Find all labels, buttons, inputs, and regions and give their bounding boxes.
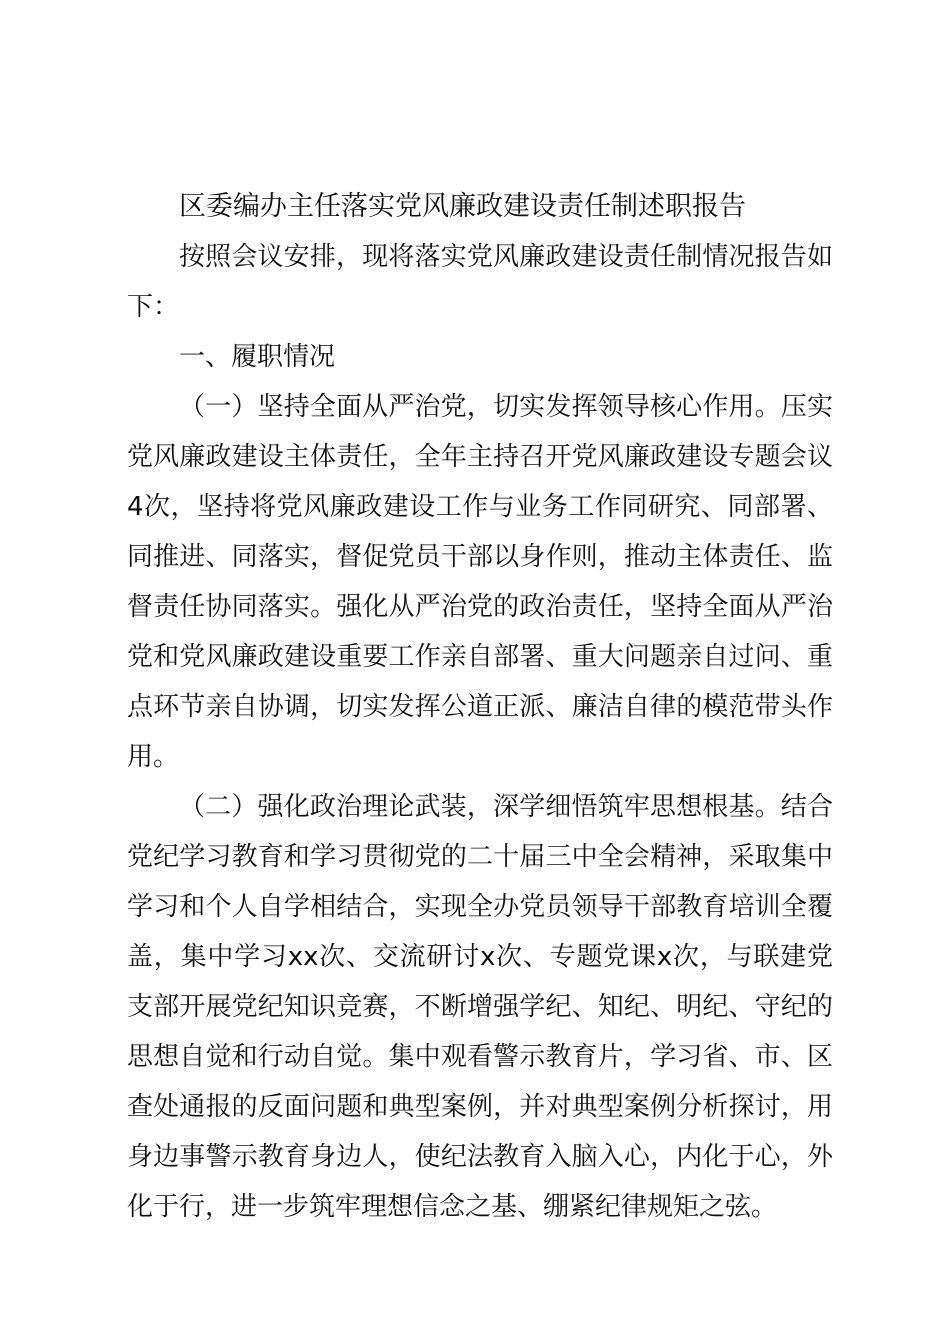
paragraph-2: （二）强化政治理论武装，深学细悟筑牢思想根基。结合党纪学习教育和学习贯彻党的二十届三中全会精神，采取集中学习和个人自学相结合，实现全办党员领导干部教育培训全覆盖，集中学习xx次、交流研讨x次、专题党课x次，与联建党支部开展党纪知识竞赛，不断增强学纪、知纪、明纪、守纪的思想自觉和行动自觉。集中观看警示教育片，学习省、市、区查处通报的反面问题和典型案例，并对典型案例分析探讨，用身边事警示教育身边人，使纪法教育入脑入心，内化于心，外化于行，进一步筑牢理想信念之基、绷紧纪律规矩之弦。 xyxy=(127,792,833,1222)
paragraph-1: （一）坚持全面从严治党，切实发挥领导核心作用。压实党风廉政建设主体责任，全年主持召开党风廉政建设专题会议4次，坚持将党风廉政建设工作与业务工作同研究、同部署、同推进、同落实，督促党员干部以身作则，推动主体责任、监督责任协同落实。强化从严治党的政治责任，坚持全面从严治党和党风廉政建设重要工作亲自部署、重大问题亲自过问、重点环节亲自协调，切实发挥公道正派、廉洁自律的模范带头作用。 xyxy=(127,392,833,772)
document-title: 区委编办主任落实党风廉政建设责任制述职报告 xyxy=(179,191,746,222)
section-heading-1: 一、履职情况 xyxy=(179,342,336,372)
document-body xyxy=(127,182,833,1232)
intro-paragraph: 按照会议安排，现将落实党风廉政建设责任制情况报告如下： xyxy=(127,242,833,322)
